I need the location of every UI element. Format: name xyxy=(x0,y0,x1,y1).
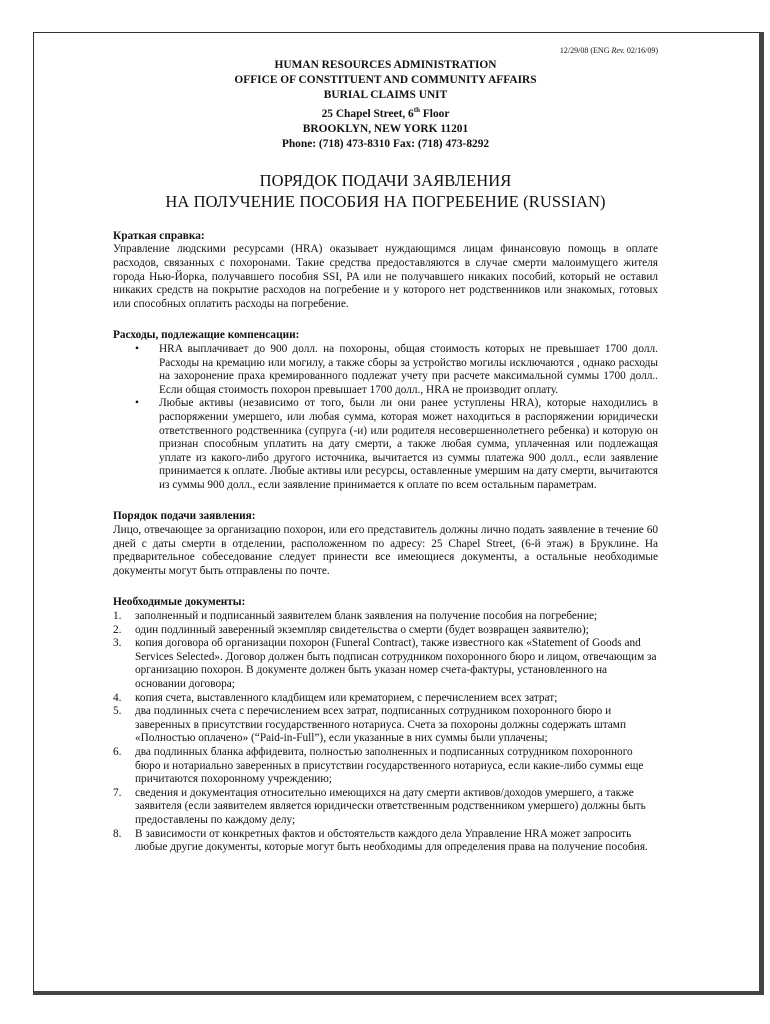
list-item: 3. копия договора об организации похорон (Funeral Contract), также известного как «Statement of Goods and Services Selected». Договор должен быть подписан сотрудником похоронного бюро и лицом, отвечающим за организацию похорон. В документе должен быть указан номер счета-фактуры, установленного на основании договора; xyxy=(113,637,657,691)
list-item: 7. сведения и документация относительно имеющихся на дату смерти активов/доходов умершего, а также заявителя (если заявителем является юридически ответственным родственником умершего) должны быть предоставлены по каждому делу; xyxy=(113,786,646,826)
procedure-text: Лицо, отвечающее за организацию похорон, или его представитель должны лично подать заявление в течение 60 дней с даты смерти в отделении, расположенном по адресу: 25 Chapel Street, (6-й этаж) в Бруклине. На предварительное собеседование следует принести все имеющиеся документы, а остальные необходимые документы могут быть отправлены по почте. xyxy=(113,524,658,577)
documents-list xyxy=(113,610,658,855)
documents-section xyxy=(113,596,658,854)
summary-section xyxy=(113,230,658,312)
list-item: 6. два подлинных бланка аффидевита, полностью заполненных и подписанных сотрудником похоронного бюро и нотариально заверенных в присутствии государственного нотариуса, если какие-либо суммы еще причитаются похоронному учреждению; xyxy=(113,745,644,786)
office-name: OFFICE OF CONSTITUENT AND COMMUNITY AFFAIRS xyxy=(234,74,537,86)
agency-name: HUMAN RESOURCES ADMINISTRATION xyxy=(274,59,497,71)
expenses-section xyxy=(113,329,658,492)
list-item: 4. копия счета, выставленного кладбищем или крематорием, с перечислением всех затрат; xyxy=(113,691,558,704)
list-item: 2. один подлинный заверенный экземпляр свидетельства о смерти (будет возвращен заявителю); xyxy=(113,623,589,636)
summary-heading: Краткая справка: xyxy=(113,229,205,242)
procedure-heading: Порядок подачи заявления: xyxy=(113,510,256,523)
city-address: BROOKLYN, NEW YORK 11201 xyxy=(302,122,469,135)
list-item: • Любые активы (независимо от того, были ли они ранее уступлены HRA), которые находились в распоряжении умершего, или любая сумма, которая может находиться в распоряжении юридически ответственного родственника (супруга (-и) или родителя несовершеннолетнего ребенка) и которую он признан способным уплатить на дату смерти, а также любая сумма, уплаченная или подлежащая уплате из какого-либо другого источника, вычитается из суммы платежа 900 долл., если заявление принимается к оплате. Любые активы или ресурсы, оставленные умершим на дату смерти, вычитаются из суммы 900 долл., если заявление принимается к оплате по всем остальным параметрам. xyxy=(113,397,658,492)
revision-date: 12/29/08 (ENG Rev. 02/16/09) xyxy=(559,46,658,55)
phone-fax: Phone: (718) 473-8310 Fax: (718) 473-8292 xyxy=(281,137,490,150)
list-item: 1. заполненный и подписанный заявителем бланк заявления на получение пособия на погребение; xyxy=(113,610,598,623)
document-title: ПОРЯДОК ПОДАЧИ ЗАЯВЛЕНИЯ НА ПОЛУЧЕНИЕ ПОСОБИЯ НА ПОГРЕБЕНИЕ (RUSSIAN) xyxy=(165,170,606,211)
list-item: • HRA выплачивает до 900 долл. на похороны, общая стоимость которых не превышает 1700 долл. Расходы на кремацию или могилу, а также сборы за устройство могилы исключаются , однако расходы на захоронение праха кремированного подлежат учету при расчете максимальной суммы 1700 долл.. Если общая стоимость похорон превышает 1700 долл., HRA не производит оплату. xyxy=(113,343,658,397)
expenses-list xyxy=(113,343,658,493)
summary-text: Управление людскими ресурсами (HRA) оказывает нуждающимся лицам финансовую помощь в оплате расходов, связанных с похоронами. Такие средства предоставляются в случае смерти малоимущего жителя города Нью-Йорка, получавшего пособия SSI, PA или не получавшего никаких пособий, который не оставил никаких средств на покрытие расходов на погребение и у которого нет родственников или знакомых, готовых или способных оплатить расходы на погребение. xyxy=(113,243,658,310)
document-body xyxy=(113,46,658,855)
documents-heading: Необходимые документы: xyxy=(113,596,246,609)
expenses-heading: Расходы, подлежащие компенсации: xyxy=(113,329,300,342)
list-item: 5. два подлинных счета с перечислением всех затрат, подписанных сотрудником похоронного бюро и заверенных в присутствии государственного нотариуса. Счета за похороны должны содержать штамп «Полностью оплачено» (“Paid-in-Full”), если указанные в них суммы были уплачены; xyxy=(113,705,626,745)
procedure-section xyxy=(113,510,658,578)
street-address: 25 Chapel Street, 6th Floor xyxy=(321,106,450,120)
agency-header xyxy=(113,58,658,152)
list-item: 8. В зависимости от конкретных фактов и обстоятельств каждого дела Управление HRA может запросить любые другие документы, которые могут быть необходимы для определения права на получение пособия. xyxy=(113,827,648,854)
unit-name: BURIAL CLAIMS UNIT xyxy=(323,89,448,101)
